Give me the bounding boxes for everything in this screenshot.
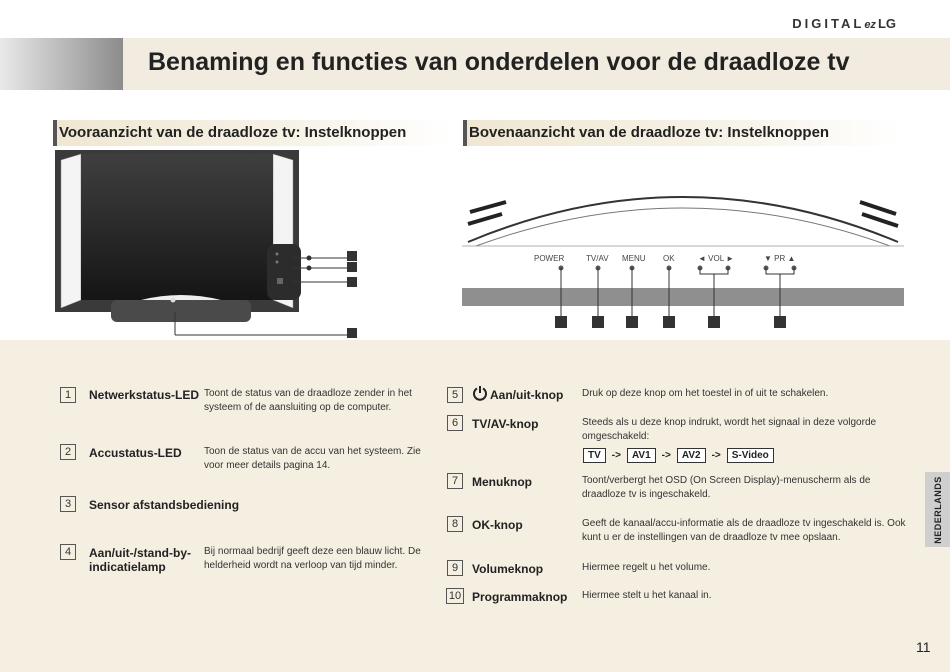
item-description: Toont de status van de draadloze zender in het systeem of de aansluiting op de computer. (204, 388, 412, 413)
item-label: OK-knop (472, 518, 523, 532)
item-label: Programmaknop (472, 590, 568, 604)
control-pr-label: ▼ PR ▲ (764, 254, 796, 263)
title-gradient-block (0, 38, 123, 90)
sequence-arrow: -> (611, 450, 621, 461)
front-view-illustration (55, 150, 375, 340)
sequence-av2: AV2 (677, 448, 706, 463)
front-view-heading-bar (53, 120, 453, 146)
top-view-illustration (462, 190, 904, 340)
item-description: Hiermee stelt u het kanaal in. (582, 590, 712, 601)
language-side-tab (925, 472, 950, 547)
item-label: Aan/uit-/stand-by-indicatielamp (89, 546, 191, 574)
sequence-arrow: -> (711, 450, 721, 461)
item-description: Druk op deze knop om het toestel in of uit te schakelen. (582, 388, 829, 399)
item-description: Toon de status van de accu van het systeem. Zie voor meer details pagina 14. (204, 446, 421, 471)
sequence-svideo: S-Video (727, 448, 774, 463)
top-view-heading: Bovenaanzicht van de draadloze tv: Instelknoppen (469, 124, 830, 141)
sequence-tv: TV (583, 448, 606, 463)
item-number: 8 (447, 516, 463, 532)
item-description: Hiermee regelt u het volume. (582, 562, 711, 573)
item-description: Toont/verbergt het OSD (On Screen Display)-menuscherm als de draadloze tv is ingeschakeld. (582, 475, 871, 500)
item-number: 2 (60, 444, 76, 460)
item-description: Geeft de kanaal/accu-informatie als de draadloze tv ingeschakeld is. Ook kunt u er de instellingen van de draadloze tv mee opslaan. (582, 518, 906, 543)
top-view-heading-bar (463, 120, 903, 146)
item-description: Steeds als u deze knop indrukt, wordt het signaal in deze volgorde omgeschakeld: (582, 417, 877, 442)
item-number: 5 (447, 387, 463, 403)
brand-lg: LG (877, 16, 896, 31)
sequence-av1: AV1 (627, 448, 656, 463)
item-label: Sensor afstandsbediening (89, 498, 240, 512)
item-description: Bij normaal bedrijf geeft deze een blauw licht. De helderheid wordt na verloop van tijd minder. (204, 546, 421, 571)
page-number: 11 (916, 639, 931, 655)
item-label: Volumeknop (472, 562, 544, 576)
power-icon (472, 385, 488, 401)
heading-marker (463, 120, 467, 146)
item-label: Menuknop (472, 475, 532, 489)
control-tvav-label: TV/AV (586, 254, 609, 263)
control-power-label: POWER (534, 254, 565, 263)
item-label: TV/AV-knop (472, 417, 539, 431)
language-label: NEDERLANDS (932, 475, 943, 544)
item-label: Aan/uit-knop (490, 388, 564, 402)
front-view-heading: Vooraanzicht van de draadloze tv: Instelknoppen (59, 124, 407, 141)
item-number: 10 (446, 588, 464, 604)
item-number: 1 (60, 387, 76, 403)
item-number: 9 (447, 560, 463, 576)
page-title: Benaming en functies van onderdelen voor de draadloze tv (148, 48, 850, 76)
item-number: 4 (60, 544, 76, 560)
item-number: 3 (60, 496, 76, 512)
brand-ez: ez (864, 19, 876, 31)
brand-logo (792, 16, 896, 31)
control-menu-label: MENU (622, 254, 646, 263)
signal-sequence (583, 448, 774, 463)
heading-marker (53, 120, 57, 146)
item-label: Netwerkstatus-LED (89, 388, 200, 402)
control-vol-label: ◄ VOL ► (698, 254, 734, 263)
item-label: Accustatus-LED (89, 446, 182, 460)
item-number: 7 (447, 473, 463, 489)
control-ok-label: OK (663, 254, 675, 263)
item-number: 6 (447, 415, 463, 431)
sequence-arrow: -> (661, 450, 671, 461)
brand-digital: DIGITAL (792, 16, 865, 31)
